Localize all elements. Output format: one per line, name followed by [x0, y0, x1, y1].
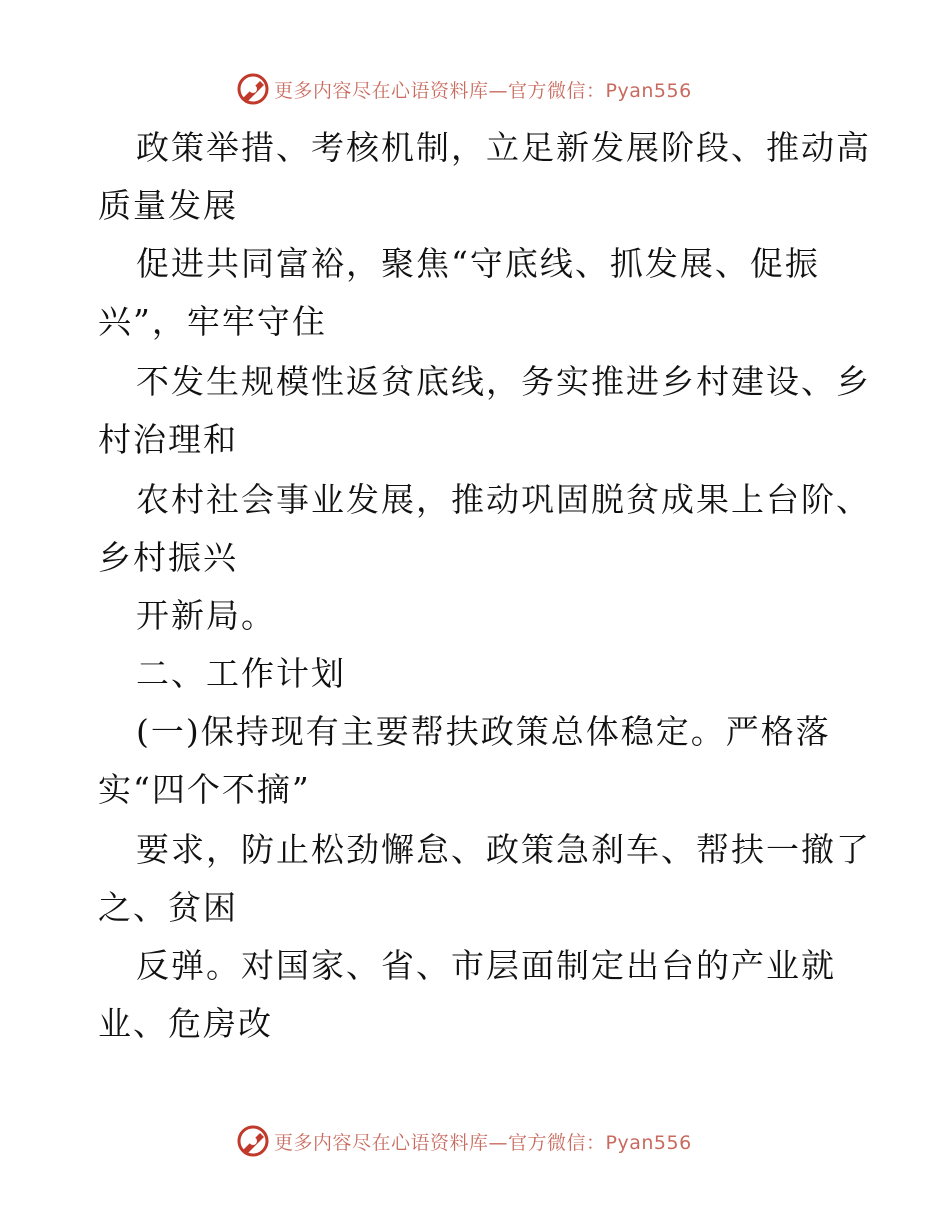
text-line: 质量发展: [98, 186, 238, 225]
pen-logo-icon: [236, 1124, 270, 1158]
footer-watermark: [236, 1124, 692, 1158]
text-line: (一)保持现有主要帮扶政策总体稳定。严格落: [136, 712, 831, 751]
text-line: 要求，防止松劲懈怠、政策急刹车、帮扶一撤了: [136, 830, 871, 869]
text-line: 开新局。: [136, 596, 276, 635]
footer-watermark-text: 更多内容尽在心语资料库—官方微信：Pyan556: [274, 1131, 692, 1154]
text-line: 促进共同富裕，聚焦“守底线、抓发展、促振: [136, 244, 820, 283]
text-line: 之、贫困: [98, 888, 238, 927]
text-line: 乡村振兴: [98, 538, 238, 577]
text-line: 反弹。对国家、省、市层面制定出台的产业就: [136, 946, 836, 985]
section-heading: 二、工作计划: [136, 654, 346, 693]
text-line: 兴”，牢牢守住: [98, 302, 327, 341]
text-line: 村治理和: [98, 420, 238, 459]
text-line: 政策举措、考核机制，立足新发展阶段、推动高: [136, 128, 871, 167]
text-line: 业、危房改: [98, 1004, 273, 1043]
text-line: 不发生规模性返贫底线，务实推进乡村建设、乡: [136, 362, 871, 401]
text-line: 农村社会事业发展，推动巩固脱贫成果上台阶、: [136, 480, 871, 519]
header-watermark-text: 更多内容尽在心语资料库—官方微信：Pyan556: [274, 79, 692, 102]
text-line: 实“四个不摘”: [98, 770, 311, 809]
